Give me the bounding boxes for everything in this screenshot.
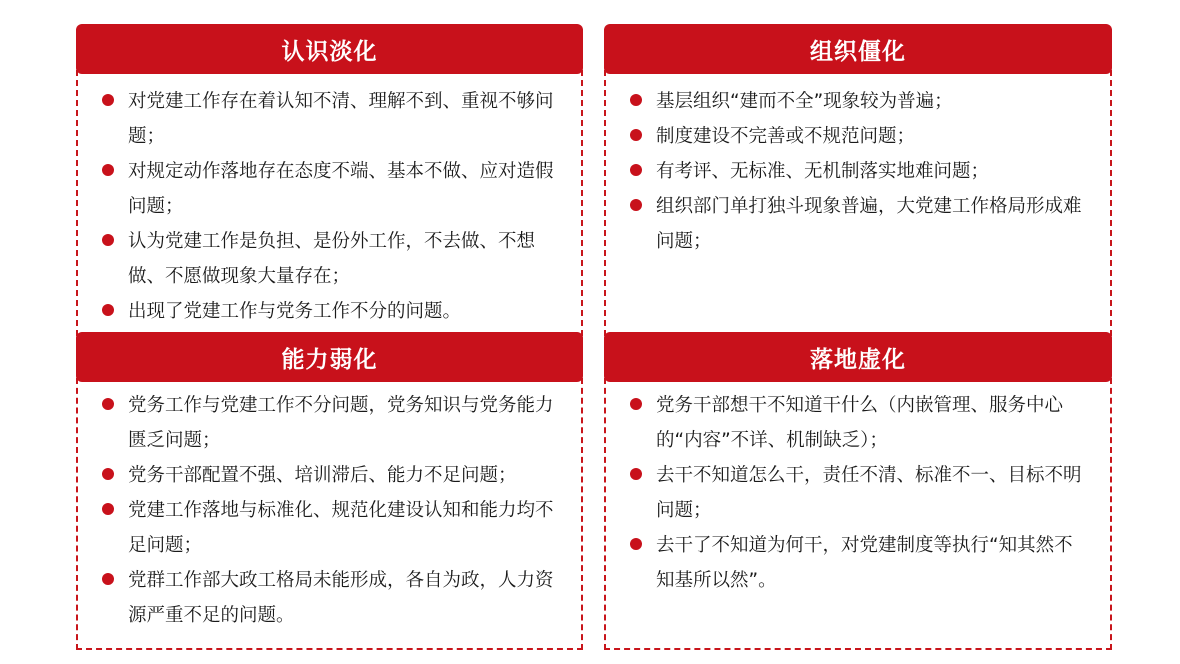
panel-awareness-title: 认识淡化 <box>76 24 583 74</box>
list-item: 党建工作落地与标准化、规范化建设认知和能力均不足问题； <box>102 493 561 563</box>
bullet-icon <box>630 398 642 410</box>
panel-implementation-list <box>630 388 1090 598</box>
list-item: 出现了党建工作与党务工作不分的问题。 <box>102 294 561 329</box>
panel-awareness-list <box>102 84 561 329</box>
bullet-icon <box>102 164 114 176</box>
panel-capability-title: 能力弱化 <box>76 332 583 382</box>
list-item: 组织部门单打独斗现象普遍，大党建工作格局形成难问题； <box>630 189 1090 259</box>
panel-implementation <box>604 332 1112 650</box>
bullet-icon <box>630 199 642 211</box>
list-item: 基层组织“建而不全”现象较为普遍； <box>630 84 1090 119</box>
list-item: 去干不知道怎么干，责任不清、标准不一、目标不明问题； <box>630 458 1090 528</box>
list-item: 党群工作部大政工格局未能形成，各自为政，人力资源严重不足的问题。 <box>102 563 561 633</box>
panel-implementation-title: 落地虚化 <box>604 332 1112 382</box>
bullet-icon <box>102 234 114 246</box>
bullet-icon <box>102 398 114 410</box>
bullet-icon <box>630 468 642 480</box>
bullet-icon <box>102 468 114 480</box>
list-item: 去干了不知道为何干，对党建制度等执行“知其然不知基所以然”。 <box>630 528 1090 598</box>
bullet-icon <box>630 129 642 141</box>
panel-organization-title: 组织僵化 <box>604 24 1112 74</box>
panel-capability <box>76 332 583 650</box>
bullet-icon <box>102 573 114 585</box>
bullet-icon <box>102 304 114 316</box>
list-item: 制度建设不完善或不规范问题； <box>630 119 1090 154</box>
list-item: 对党建工作存在着认知不清、理解不到、重视不够问题； <box>102 84 561 154</box>
list-item: 党务干部想干不知道干什么（内嵌管理、服务中心的“内容”不详、机制缺乏）； <box>630 388 1090 458</box>
bullet-icon <box>630 538 642 550</box>
panel-organization-list <box>630 84 1090 259</box>
bullet-icon <box>102 503 114 515</box>
list-item: 认为党建工作是负担、是份外工作，不去做、不想做、不愿做现象大量存在； <box>102 224 561 294</box>
list-item: 党务干部配置不强、培训滞后、能力不足问题； <box>102 458 561 493</box>
panel-awareness <box>76 24 583 336</box>
list-item: 党务工作与党建工作不分问题，党务知识与党务能力匮乏问题； <box>102 388 561 458</box>
panel-capability-list <box>102 388 561 633</box>
bullet-icon <box>630 94 642 106</box>
list-item: 有考评、无标准、无机制落实地难问题； <box>630 154 1090 189</box>
panel-organization <box>604 24 1112 336</box>
list-item: 对规定动作落地存在态度不端、基本不做、应对造假问题； <box>102 154 561 224</box>
bullet-icon <box>630 164 642 176</box>
bullet-icon <box>102 94 114 106</box>
